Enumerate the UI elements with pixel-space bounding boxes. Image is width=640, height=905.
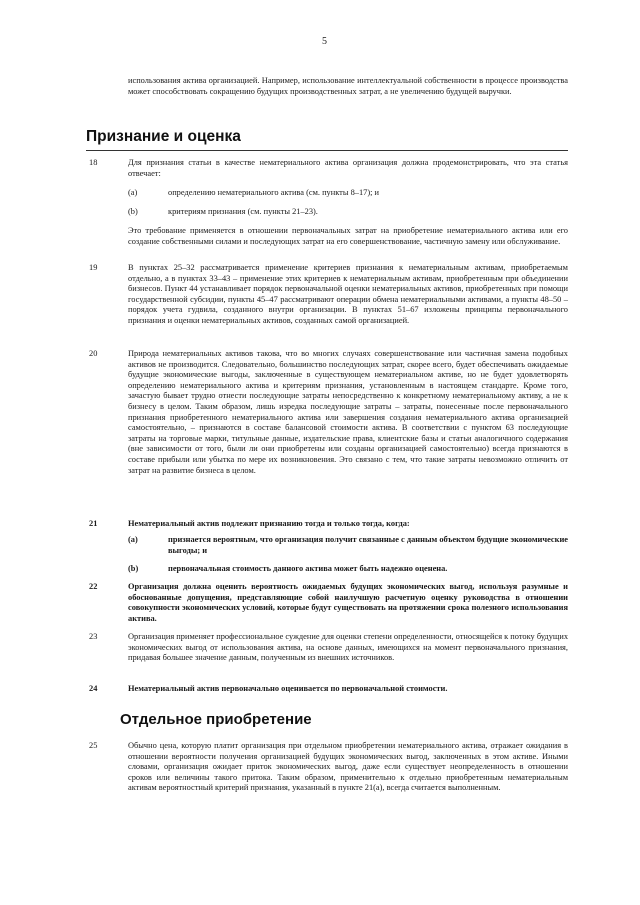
list-item-text: определению нематериального актива (см. пункты 8–17); и	[168, 188, 380, 197]
paragraph-number: 20	[89, 349, 98, 358]
intro-paragraph: использования актива организацией. Например, использование интеллектуальной собственности в процессе производства может способствовать сокращению будущих производственных затрат, а не увеличению будущей выручки.	[128, 76, 568, 96]
paragraph-text: Нематериальный актив первоначально оценивается по первоначальной стоимости.	[128, 684, 448, 693]
paragraph-text: Это требование применяется в отношении первоначальных затрат на приобретение нематериального актива или его создание собственными силами и последующих затрат на его совершенствование, частичную замену или обслуживание.	[128, 226, 568, 246]
heading-rule	[86, 150, 568, 151]
section-heading-separate-acquisition: Отдельное приобретение	[120, 711, 312, 728]
list-item-label: (a)	[128, 535, 138, 544]
paragraph-text: Организация применяет профессиональное суждение для оценки степени определенности, относящейся к потоку будущих экономических выгод от использования актива, на основе данных, имеющихся на момент первоначального признания, придавая большее значение данным, полученным из внешних источников.	[128, 632, 569, 663]
list-item-text: критериям признания (см. пункты 21–23).	[168, 207, 318, 216]
paragraph-number: 22	[89, 582, 98, 591]
paragraph-text: Природа нематериальных активов такова, что во многих случаях совершенствование или частичная замена подобных активов не производится. Следовательно, большинство последующих затрат, скорее всего, будет обеспечивать ожидаемые будущие экономические выгоды, заключенные в существующем нематериальном активе, но не будет удовлетворять определению нематериального актива и критериям признания, установленным в настоящем стандарте. Кроме того, зачастую бывает трудно отнести последующие затраты непосредственно к конкретному нематериальному активу, а не к бизнесу в целом. Таким образом, лишь изредка последующие затраты – затраты, понесенные после первоначального признания приобретенного нематериального актива или завершения создания нематериального актива организацией самостоятельно, – признаются в составе балансовой стоимости актива. В соответствии с пунктом 63 последующие затраты на торговые марки, титульные данные, издательские права, клиентские базы и статьи аналогичного содержания (вне зависимости от того, были ли они приобретены или созданы организацией самостоятельно) всегда признаются в составе прибыли или убытка по мере их возникновения. Это связано с тем, что такие затраты невозможно отличить от затрат на развитие бизнеса в целом.	[128, 349, 568, 475]
paragraph-number: 21	[89, 519, 98, 528]
paragraph-text: В пунктах 25–32 рассматривается применение критериев признания к нематериальным активам, приобретаемым отдельно, а в пунктах 33–43 – применение этих критериев к нематериальным активам, приобретенным при объединении бизнесов. Пункт 44 устанавливает порядок первоначальной оценки нематериальных активов, приобретенных при помощи государственной субсидии, пункты 45–47 рассматривают операции обмена нематериальными активами, а пункты 48–50 – порядок учета гудвила, созданного внутри организации. В пунктах 51–67 изложены принципы первоначального признания и оценки нематериальных активов, созданных самой организацией.	[128, 263, 568, 325]
list-item-label: (b)	[128, 207, 138, 216]
paragraph-number: 23	[89, 632, 98, 641]
list-item-text: первоначальная стоимость данного актива может быть надежно оценена.	[168, 564, 448, 573]
paragraph-text: Нематериальный актив подлежит признанию тогда и только тогда, когда:	[128, 519, 410, 528]
paragraph-text: Для признания статьи в качестве нематериального актива организация должна продемонстрировать, что эта статья отвечает:	[128, 158, 568, 178]
paragraph-number: 19	[89, 263, 98, 272]
paragraph-number: 24	[89, 684, 98, 693]
section-heading-recognition: Признание и оценка	[86, 128, 241, 145]
list-item-text: признается вероятным, что организация получит связанные с данным объектом будущие экономические выгоды; и	[168, 535, 568, 555]
page-number: 5	[322, 36, 327, 47]
paragraph-text: Организация должна оценить вероятность ожидаемых будущих экономических выгод, используя разумные и обоснованные допущения, представляющие собой наилучшую расчетную оценку руководства в отношении совокупности экономических условий, которые будут существовать на протяжении срока полезного использования актива.	[128, 582, 568, 623]
paragraph-number: 25	[89, 741, 98, 750]
list-item-label: (b)	[128, 564, 139, 573]
list-item-label: (a)	[128, 188, 138, 197]
paragraph-text: Обычно цена, которую платит организация при отдельном приобретении нематериального актива, отражает ожидания в отношении вероятности получения организацией будущих экономических выгод, заключенных в этом активе. Иными словами, организация ожидает приток экономических выгод, даже если существует неопределенность в отношении сроков или величины такого притока. Таким образом, применительно к отдельно приобретенным нематериальным активам вероятностный критерий признания, указанный в пункте 21(а), всегда считается выполненным.	[128, 741, 568, 793]
paragraph-number: 18	[89, 158, 98, 167]
